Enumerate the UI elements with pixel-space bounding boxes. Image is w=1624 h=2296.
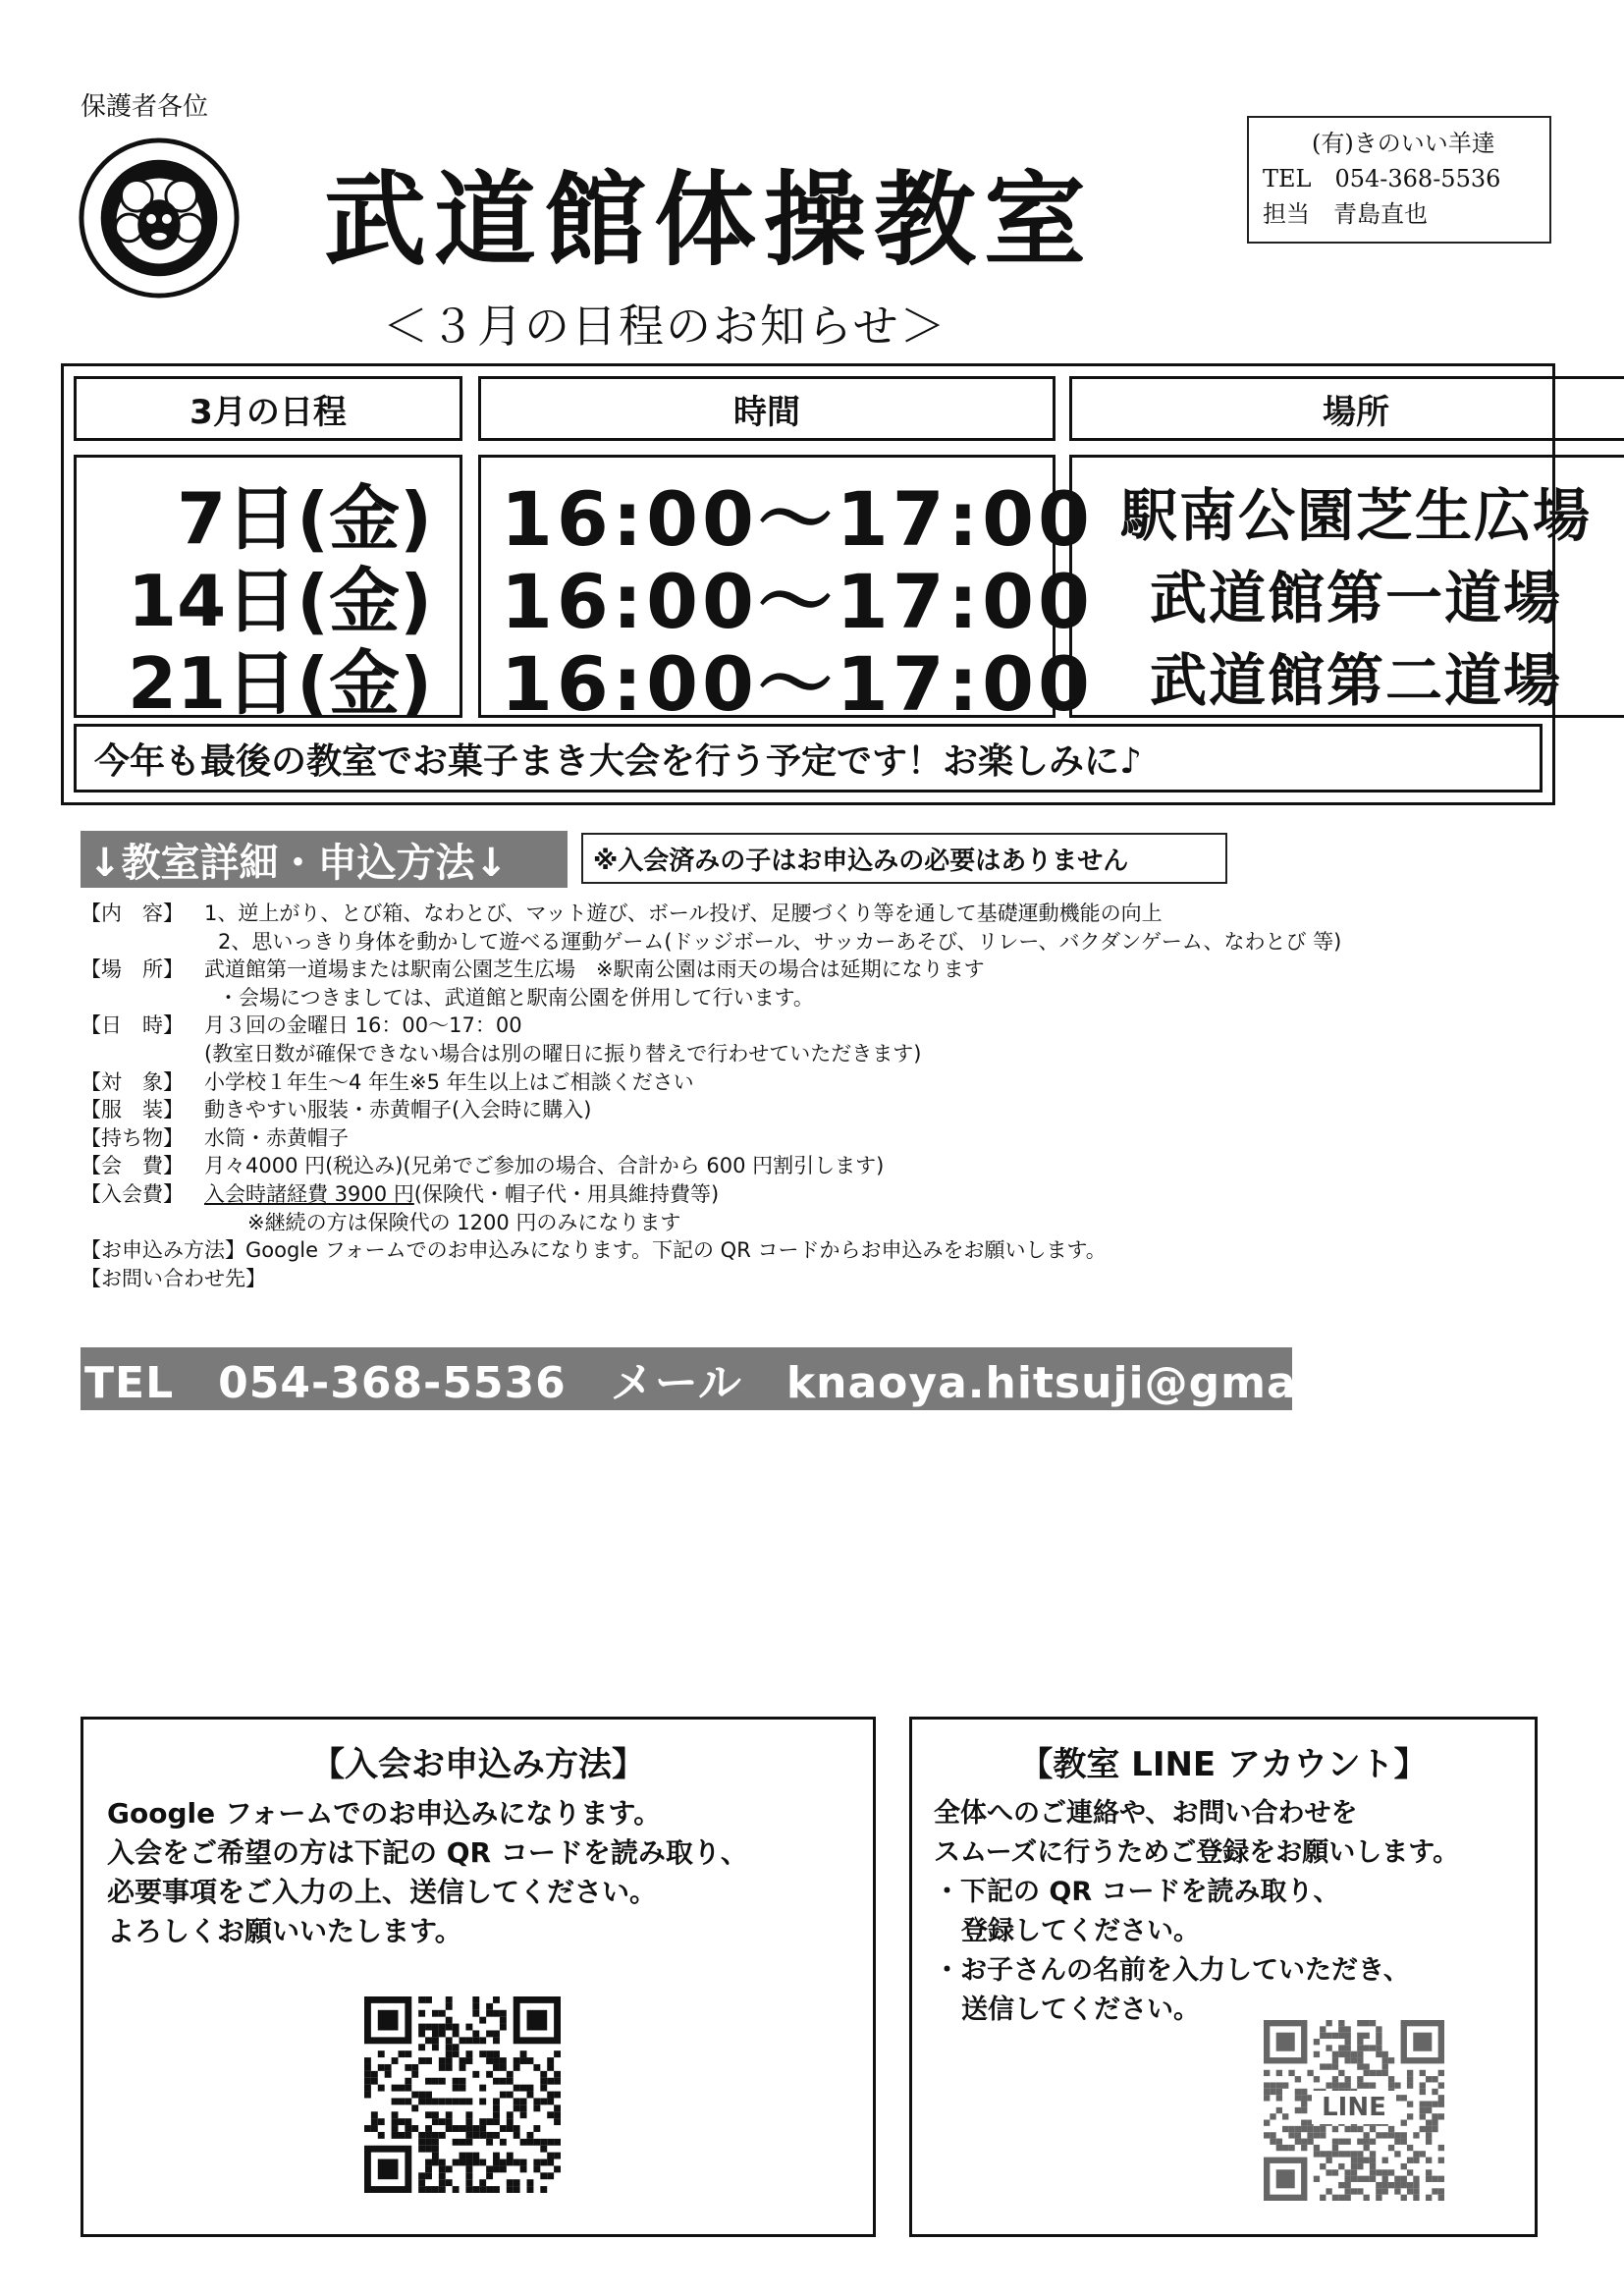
- line-box-title: 【教室 LINE アカウント】: [1019, 1745, 1428, 1784]
- line-text-1: 全体へのご連絡や、お問い合わせを: [934, 1798, 1358, 1829]
- detail-inquiry: 【お問い合わせ先】: [81, 1266, 266, 1290]
- detail-target: 小学校１年生～4 年生※5 年生以上はご相談ください: [204, 1069, 694, 1094]
- company-person: 担当 青島直也: [1263, 200, 1428, 228]
- company-info-box: [1247, 116, 1551, 244]
- date-row-3: 21日(金): [127, 642, 432, 725]
- detail-content-1: 1、逆上がり、とび箱、なわとび、マット遊び、ボール投げ、足腰づくり等を通して基礎運動機能の向上: [204, 902, 1163, 925]
- detail-label-clothes: 【服 装】: [81, 1098, 184, 1122]
- event-notice: 今年も最後の教室でお菓子まき大会を行う予定です！お楽しみに♪: [74, 724, 1543, 793]
- time-row-3: 16:00～17:00: [501, 640, 1094, 728]
- detail-label-place: 【場 所】: [81, 957, 184, 982]
- contact-bar: TEL 054-368-5536 メール knaoya.hitsuji@gmail.com: [81, 1347, 1292, 1410]
- detail-label-items: 【持ち物】: [81, 1125, 184, 1150]
- line-text-4: 登録してください。: [961, 1916, 1200, 1946]
- detail-label-content: 【内 容】: [81, 902, 184, 925]
- detail-join-fee: 入会時諸経費 3900 円: [204, 1181, 414, 1206]
- page-title: 武道館体操教室: [324, 160, 1095, 280]
- company-name: (有)きのいい羊達: [1312, 130, 1495, 157]
- date-row-1: 7日(金): [177, 477, 432, 560]
- apply-line-1: Google フォームでのお申込みになります。: [107, 1797, 662, 1830]
- apply-box-body: [107, 1794, 748, 1951]
- details-heading: ↓教室詳細・申込方法↓: [81, 831, 568, 888]
- detail-join-note: ※継続の方は保険代の 1200 円のみになります: [247, 1210, 681, 1234]
- detail-label-join: 【入会費】: [81, 1181, 184, 1206]
- line-box: [909, 1717, 1538, 2237]
- apply-line-3: 必要事項をご入力の上、送信してください。: [107, 1876, 658, 1908]
- google-form-qr-icon[interactable]: [364, 1996, 561, 2193]
- time-column: [478, 455, 1094, 728]
- date-column: [74, 455, 462, 725]
- detail-place-2: ・会場につきましては、武道館と駅南公園を併用して行います。: [218, 985, 814, 1010]
- place-row-3: 武道館第二道場: [1149, 647, 1562, 714]
- header-date: 3月の日程: [74, 376, 462, 441]
- detail-join-breakdown: (保険代・帽子代・用具維持費等): [413, 1181, 720, 1206]
- detail-items: 水筒・赤黄帽子: [204, 1125, 349, 1150]
- recipient: 保護者各位: [81, 92, 209, 122]
- details-list: [81, 900, 1553, 1292]
- line-text-6: 送信してください。: [961, 1995, 1200, 2025]
- line-text-3: ・下記の QR コードを読み取り、: [934, 1877, 1340, 1907]
- detail-label-fee: 【会 費】: [81, 1154, 184, 1178]
- detail-place-1: 武道館第一道場または駅南公園芝生広場 ※駅南公園は雨天の場合は延期になります: [204, 957, 985, 982]
- place-row-2: 武道館第一道場: [1149, 565, 1562, 631]
- line-text-2: スムーズに行うためご登録をお願いします。: [934, 1837, 1460, 1868]
- place-row-1: 駅南公園芝生広場: [1119, 482, 1592, 549]
- page-subtitle: ＜３月の日程のお知らせ＞: [383, 300, 947, 353]
- members-note: ※入会済みの子はお申込みの必要はありません: [581, 833, 1227, 884]
- header-place: 場所: [1069, 376, 1624, 441]
- schedule-table: [61, 363, 1592, 805]
- apply-line-4: よろしくお願いいたします。: [107, 1915, 462, 1947]
- detail-content-2: 2、思いっきり身体を動かして遊べる運動ゲーム(ドッジボール、サッカーあそび、リレー、バクダンゲーム、なわとび 等): [218, 929, 1342, 954]
- detail-time-1: 月３回の金曜日 16：00～17：00: [204, 1013, 522, 1038]
- apply-box: [81, 1717, 876, 2237]
- line-box-body: [934, 1794, 1459, 2030]
- detail-apply: 【お申込み方法】Google フォームでのお申込みになります。下記の QR コードからお申込みをお願いします。: [81, 1238, 1107, 1263]
- date-row-2: 14日(金): [127, 560, 432, 642]
- place-column: [1069, 455, 1624, 718]
- apply-line-2: 入会をご希望の方は下記の QR コードを読み取り、: [107, 1836, 748, 1869]
- line-text-5: ・お子さんの名前を入力していただき、: [934, 1955, 1410, 1986]
- line-qr-icon[interactable]: [1264, 2020, 1444, 2201]
- header-time: 時間: [478, 376, 1056, 441]
- company-tel: TEL 054-368-5536: [1263, 165, 1501, 192]
- detail-label-time: 【日 時】: [81, 1013, 184, 1038]
- time-row-2: 16:00～17:00: [501, 558, 1094, 645]
- detail-clothes: 動きやすい服装・赤黄帽子(入会時に購入): [204, 1098, 592, 1122]
- line-qr-label: LINE: [1312, 2091, 1396, 2124]
- detail-label-target: 【対 象】: [81, 1069, 184, 1094]
- sheep-logo-icon: [77, 136, 242, 301]
- detail-time-2: (教室日数が確保できない場合は別の曜日に振り替えで行わせていただきます): [204, 1041, 922, 1066]
- detail-fee: 月々4000 円(税込み)(兄弟でご参加の場合、合計から 600 円割引します): [204, 1154, 885, 1178]
- apply-box-title: 【入会お申込み方法】: [311, 1745, 645, 1784]
- time-row-1: 16:00～17:00: [501, 475, 1094, 563]
